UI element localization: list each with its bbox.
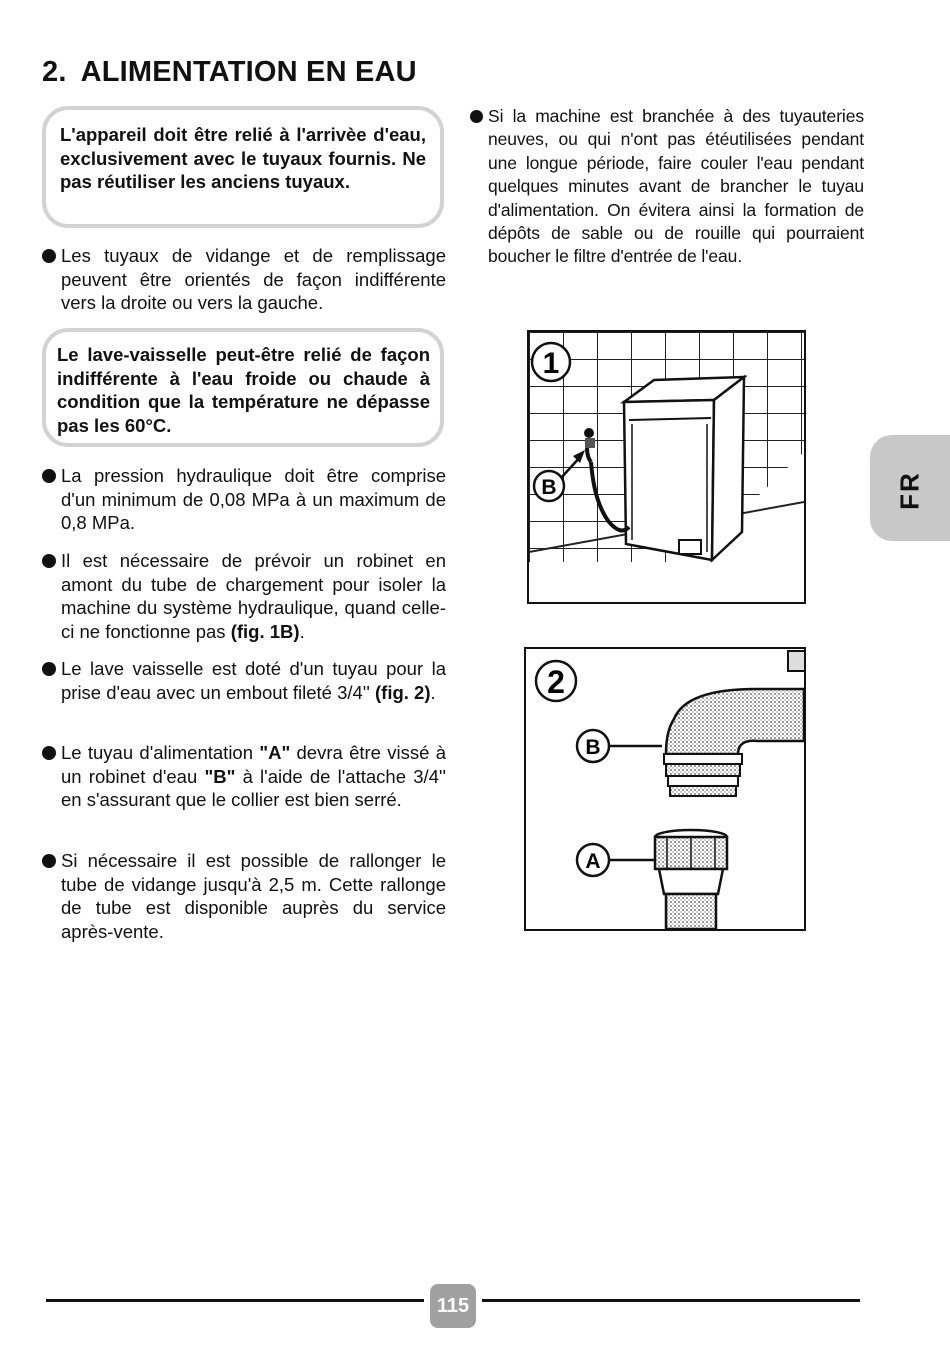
list-item-tail: .: [430, 681, 436, 703]
section-number: 2.: [42, 56, 67, 88]
list-item: [42, 657, 446, 704]
hose-fitting-icon: [655, 830, 727, 929]
bullet-icon: [42, 554, 56, 568]
figure-1-illustration: [529, 332, 804, 602]
list-item-text: Il est nécessaire de prévoir un robinet en amont du tube de chargement pour isoler la machine du système hydraulique, quand celle-ci ne fonctionne pas: [61, 550, 446, 642]
list-item-text: devra être vissé à un robinet d'eau: [61, 742, 447, 787]
list-item-text: Si nécessaire il est possible de rallonger le tube de vidange jusqu'à 2,5 m. Cette rallonge de tube est disponible auprès du service après-vente.: [61, 850, 446, 942]
list-item: [42, 464, 446, 535]
note-box-supplied-hoses: [42, 106, 444, 228]
callout-b-label: B: [541, 476, 557, 499]
note-box-water-temperature: [42, 328, 444, 447]
bullet-icon: [42, 746, 56, 760]
figure-number: 2: [547, 664, 565, 700]
figure-2-hose-connector: [524, 647, 806, 931]
note-text: L'appareil doit être relié à l'arrivèe d'eau, exclusivement avec le tuyaux fournis. Ne pas réutiliser les anciens tuyaux.: [60, 124, 426, 192]
page-number: 115: [430, 1284, 476, 1328]
list-item-text: Si la machine est branchée à des tuyauteries neuves, ou qui n'ont pas étéutilisées pendant une longue période, faire couler l'eau pendant quelques minutes avant de brancher le tuyau d'alimentation. On évitera ainsi la formation de dépôts de sable ou de rouille qui pourraient boucher le filtre d'entrée de l'eau.: [488, 106, 864, 267]
figure-1-dishwasher-tap: [527, 330, 806, 604]
callout-a-label: A: [585, 850, 601, 873]
list-item-tail: .: [299, 620, 305, 642]
list-item-text: Le tuyau d'alimentation: [61, 742, 260, 763]
tap-spout-icon: [664, 651, 804, 796]
list-item: [42, 849, 446, 943]
figure-number: 1: [542, 347, 560, 380]
section-title: [42, 56, 417, 89]
section-title-text: ALIMENTATION EN EAU: [80, 56, 417, 88]
list-item-text: La pression hydraulique doit être comprise d'un minimum de 0,08 MPa à un maximum de 0,8 MPa.: [61, 465, 446, 533]
bullet-icon: [42, 662, 56, 676]
figure-2-illustration: [526, 649, 804, 929]
footer-rule-right: [482, 1299, 860, 1302]
language-tab-label: FR: [894, 471, 925, 510]
list-item-text: Le lave vaisselle est doté d'un tuyau pour la prise d'eau avec un embout fileté 3/4'': [61, 658, 446, 703]
dishwasher-icon: [624, 377, 744, 560]
bullet-icon: [42, 854, 56, 868]
list-item: [42, 244, 446, 315]
bullet-icon: [42, 469, 56, 483]
list-item-text: Les tuyaux de vidange et de remplissage peuvent être orientés de façon indifférente vers la droite ou vers la gauche.: [61, 245, 446, 313]
bullet-icon: [470, 110, 483, 123]
label-a-reference: "A": [259, 742, 291, 763]
figure-reference: (fig. 1B): [230, 620, 300, 642]
list-item: [42, 741, 446, 812]
footer-rule-left: [46, 1299, 424, 1302]
label-b-reference: "B": [204, 765, 236, 787]
figure-reference: (fig. 2): [375, 681, 431, 703]
list-item-new-pipes: [470, 105, 864, 269]
language-tab: [870, 435, 950, 541]
list-item-text: à l'aide de l'attache 3/4'' en s'assurant que le collier est bien serré.: [61, 765, 446, 810]
list-item: [42, 549, 446, 643]
callout-b-label: B: [585, 736, 601, 759]
bullet-icon: [42, 249, 56, 263]
note-text: Le lave-vaisselle peut-être relié de façon indifférente à l'eau froide ou chaude à condition que la température ne dépasse pas les 60°C.: [57, 344, 430, 436]
